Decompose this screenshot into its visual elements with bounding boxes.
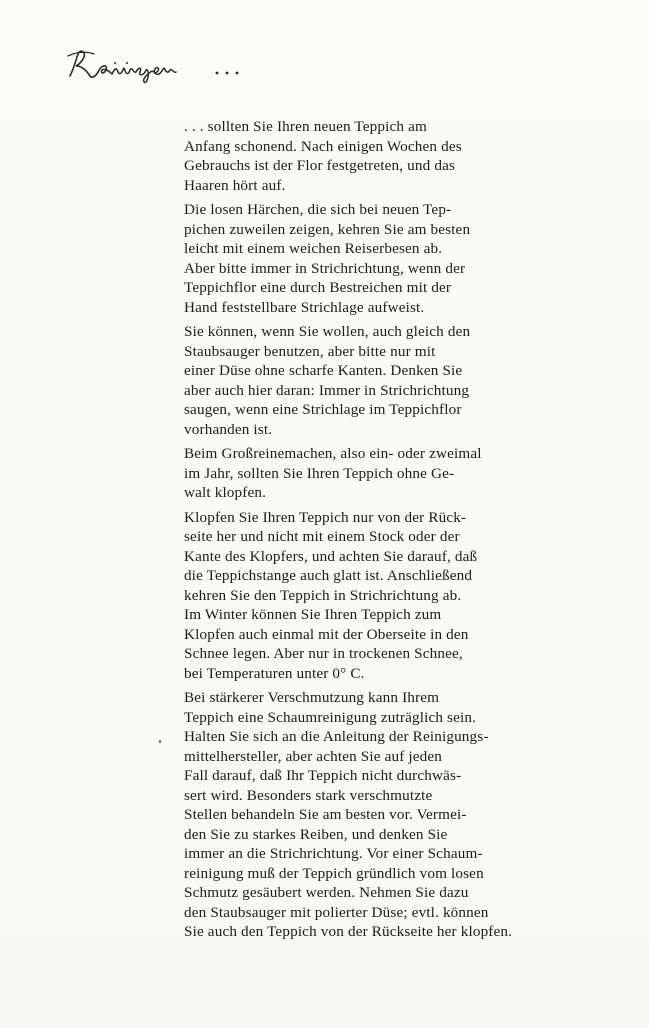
paragraph [184,444,609,503]
text-line: Aber bitte immer in Strichrichtung, wenn der [184,259,466,277]
text-line: vorhanden ist. [184,420,273,438]
text-line: Schmutz gesäubert werden. Nehmen Sie dazu [184,884,469,901]
text-line: reinigung muß der Teppich gründlich vom losen [184,864,484,882]
text-line: . . . sollten Sie Ihren neuen Teppich am [184,118,427,135]
text-line: im Jahr, sollten Sie Ihren Teppich ohne Ge- [184,464,455,482]
paragraph [184,508,609,684]
text-line: Bei stärkerer Verschmutzung kann Ihrem [184,689,440,706]
text-line: immer an die Strichrichtung. Vor einer Schaum- [184,845,483,862]
paragraph [184,322,609,439]
text-line: Staubsauger benutzen, aber bitte nur mit [184,342,436,360]
text-line: Schnee legen. Aber nur in trockenen Schnee, [184,645,463,662]
text-line: Kante des Klopfers, und achten Sie darauf, daß [184,547,478,565]
text-line: Teppichflor eine durch Bestreichen mit der [184,279,452,296]
text-line: die Teppichstange auch glatt ist. Anschließend [184,567,473,584]
heading-script-graphic [66,46,266,86]
text-line: Die losen Härchen, die sich bei neuen Tep- [184,201,452,218]
text-line: Im Winter können Sie Ihren Teppich zum [184,606,442,623]
text-line: Haaren hört auf. [184,176,286,194]
text-line: saugen, wenn eine Strichlage im Teppichflor [184,401,462,418]
text-line: Sie können, wenn Sie wollen, auch gleich den [184,323,471,340]
text-line: mittelhersteller, aber achten Sie auf jeden [184,747,443,765]
text-line: Klopfen Sie Ihren Teppich nur von der Rück- [184,508,467,526]
text-line: sert wird. Besonders stark verschmutzte [184,786,433,804]
paragraph [184,200,609,317]
text-line: bei Temperaturen unter 0° C. [184,664,365,682]
text-line: pichen zuweilen zeigen, kehren Sie am besten [184,220,471,238]
text-line: Gebrauchs ist der Flor festgetreten, und das [184,157,456,174]
body-text [184,117,609,947]
text-line: Halten Sie sich an die Anleitung der Reinigungs- [184,728,489,745]
text-line: walt klopfen. [184,484,267,501]
text-line: Beim Großreinemachen, also ein- oder zweimal [184,445,482,462]
text-line: aber auch hier daran: Immer in Strichrichtung [184,381,470,399]
text-line: Klopfen auch einmal mit der Oberseite in den [184,625,469,643]
print-speck [159,740,161,743]
text-line: Hand feststellbare Strichlage aufweist. [184,298,425,316]
text-line: den Sie zu starkes Reiben, und denken Sie [184,825,448,843]
text-line: Anfang schonend. Nach einigen Wochen des [184,137,462,155]
text-line: Fall darauf, daß Ihr Teppich nicht durchwäs- [184,767,462,784]
text-line: Teppich eine Schaumreinigung zuträglich sein. [184,708,477,726]
text-line: Stellen behandeln Sie am besten vor. Vermei- [184,806,467,823]
text-line: den Staubsauger mit polierter Düse; evtl. können [184,903,489,921]
text-line: seite her und nicht mit einem Stock oder der [184,528,460,545]
paragraph [184,117,609,195]
text-line: kehren Sie den Teppich in Strichrichtung ab. [184,586,462,604]
text-line: leicht mit einem weichen Reiserbesen ab. [184,240,443,257]
paragraph [184,688,609,942]
text-line: Sie auch den Teppich von der Rückseite her klopfen. [184,923,513,940]
text-line: einer Düse ohne scharfe Kanten. Denken Sie [184,362,463,379]
handwritten-heading [66,46,266,86]
